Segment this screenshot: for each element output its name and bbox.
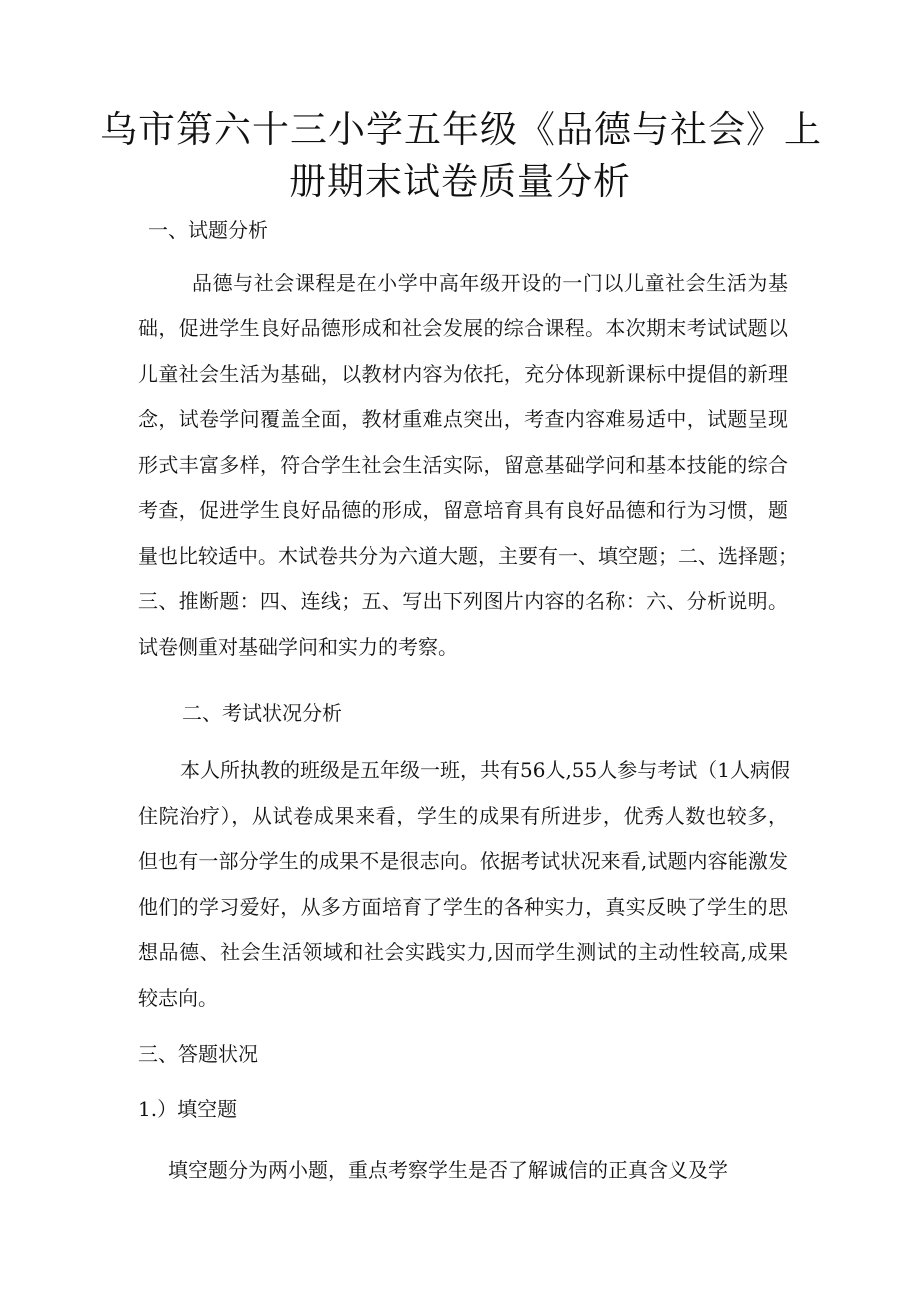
section2-paragraph-line: 本人所执教的班级是五年级一班，共有56人,55人参与考试（1人病假 [180,758,790,782]
document-title-line1: 乌市第六十三小学五年级《品德与社会》上 [100,108,822,151]
subsection1-paragraph-line: 填空题分为两小题，重点考察学生是否了解诚信的正真含义及学 [168,1158,728,1182]
section2-paragraph-line: 他们的学习爱好，从多方面培育了学生的各种实力，真实反映了学生的思 [138,895,788,919]
section2-heading: 二、考试状况分析 [182,701,342,725]
section1-paragraph-line: 考查，促进学生良好品德的形成，留意培育具有良好品德和行为习惯，题 [138,498,788,522]
section2-paragraph-line: 想品德、社会生活领域和社会实践实力,因而学生测试的主动性较高,成果 [138,940,788,964]
section1-paragraph-line: 儿童社会生活为基础，以教材内容为依托，充分体现新课标中提倡的新理 [138,362,788,386]
section1-paragraph-line: 形式丰富多样，符合学生社会生活实际，留意基础学问和基本技能的综合 [138,453,788,477]
section2-paragraph-line: 但也有一部分学生的成果不是很志向。依据考试状况来看,试题内容能激发 [138,849,788,873]
section1-paragraph-line: 三、推断题：四、连线；五、写出下列图片内容的名称：六、分析说明。 [138,589,788,613]
section3-heading: 三、答题状况 [138,1042,258,1066]
section1-paragraph-line: 品德与社会课程是在小学中高年级开设的一门以儿童社会生活为基 [192,271,788,295]
subsection1-heading: 1.）填空题 [138,1097,238,1121]
section1-paragraph-line: 量也比较适中。木试卷共分为六道大题，主要有一、填空题；二、选择题； [138,544,798,568]
section1-paragraph-line: 础，促进学生良好品德形成和社会发展的综合课程。本次期末考试试题以 [138,316,788,340]
section2-paragraph-line: 住院治疗），从试卷成果来看，学生的成果有所进步，优秀人数也较多， [138,804,788,828]
section2-paragraph-line: 较志向。 [138,986,218,1010]
section1-paragraph-line: 试卷侧重对基础学问和实力的考察。 [138,635,458,659]
section1-heading: 一、试题分析 [148,218,268,242]
document-title-line2: 册期末试卷质量分析 [289,160,631,203]
section1-paragraph-line: 念，试卷学问覆盖全面，教材重难点突出，考查内容难易适中，试题呈现 [138,407,788,431]
